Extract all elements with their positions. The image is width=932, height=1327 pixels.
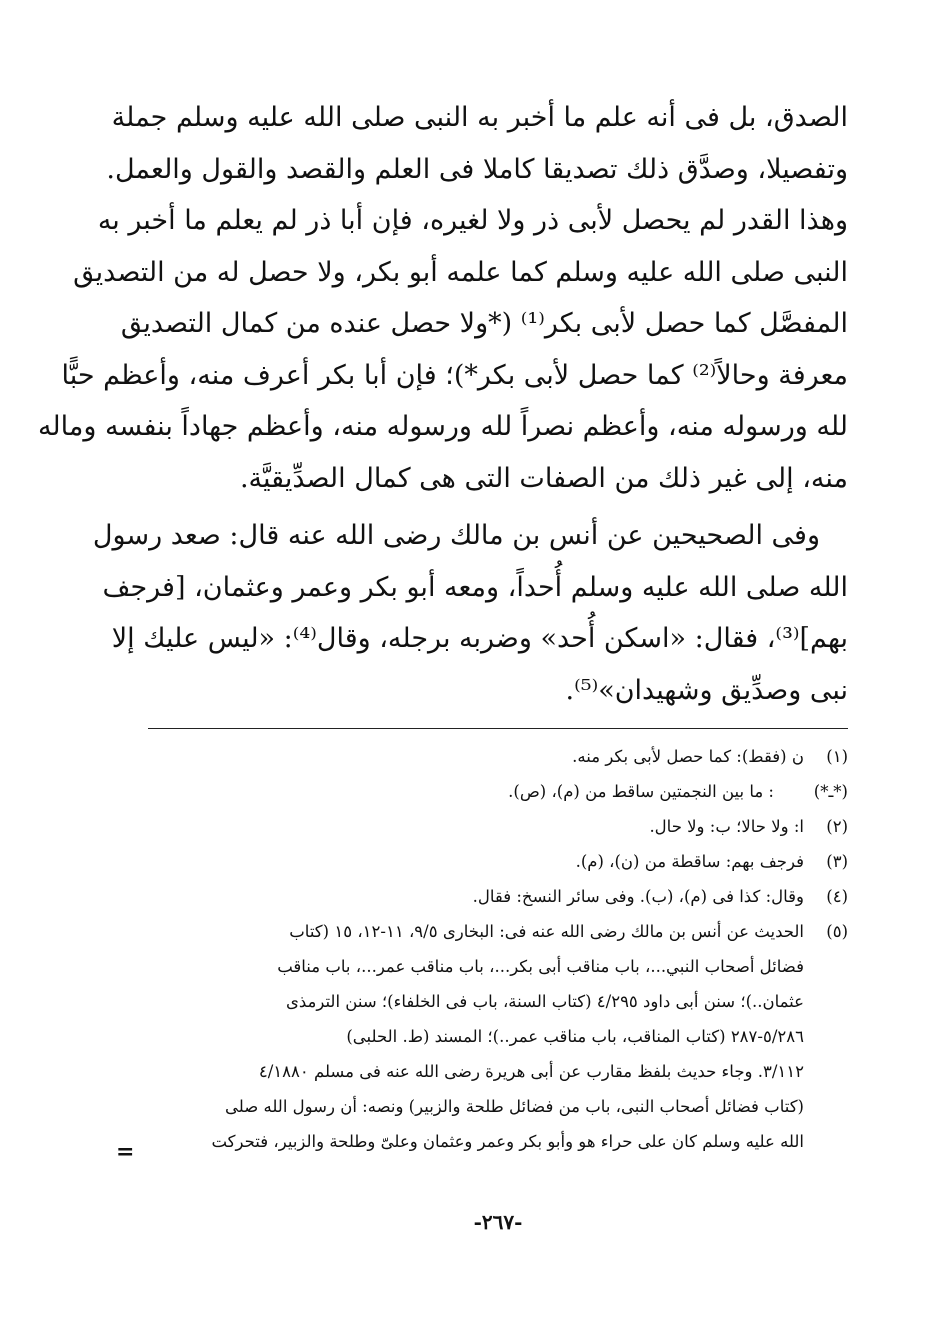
footnote-text <box>148 809 804 844</box>
footnote <box>148 739 848 774</box>
main-text <box>37 92 848 716</box>
footnote <box>148 809 848 844</box>
text-line: وتفصيلا، وصدَّق ذلك تصديقا كاملا فى العلم والقصد والقول والعمل. <box>106 153 848 185</box>
text-line: وهذا القدر لم يحصل لأبى ذر ولا لغيره، فإن أبا ذر لم يعلم ما أخبر به <box>97 205 848 236</box>
text-line: النبى صلى الله عليه وسلم كما علمه أبو بكر، ولا حصل له من التصديق <box>73 256 848 288</box>
text-line: الصدق، بل فى أنه علم ما أخبر به النبى صلى الله عليه وسلم جملة <box>111 102 848 133</box>
footnote-line: ن (فقط): كما حصل لأبى بكر منه. <box>572 747 804 766</box>
footnote <box>148 879 848 914</box>
footnote-line: وقال: كذا فى (م)، (ب). وفى سائر النسخ: فقال. <box>472 887 804 906</box>
text-line: لله ورسوله منه، وأعظم نصراً لله ورسوله منه، وأعظم جهاداً بنفسه وماله <box>37 411 848 442</box>
footnote-text <box>148 774 774 809</box>
book-page <box>37 92 848 1292</box>
text-line: معرفة وحالاً⁽²⁾ كما حصل لأبى بكر*)؛ فإن أبا بكر أعرف منه، وأعظم حبًّا <box>61 359 848 391</box>
footnote-line: فرجف بهم: ساقطة من (ن)، (م). <box>575 852 804 871</box>
footnote-text <box>148 914 804 1159</box>
footnote-number: (١) <box>826 747 848 766</box>
footnote-line: : ما بين النجمتين ساقط من (م)، (ص). <box>508 782 774 801</box>
text-line: الله صلى الله عليه وسلم أُحداً، ومعه أبو بكر وعمر وعثمان، [فرجف <box>102 571 848 603</box>
footnote-number: (٤) <box>826 887 848 906</box>
paragraph-2 <box>37 195 848 504</box>
footnote-line: فضائل أصحاب النبي...، باب مناقب أبى بكر...، باب مناقب عمر...، باب مناقب <box>277 957 804 976</box>
footnote-line: عثمان..)؛ سنن أبى داود ٤/٢٩٥ (كتاب السنة، باب فى الخلفاء)؛ سنن الترمذى <box>285 992 804 1011</box>
footnote-line-last <box>148 1124 804 1159</box>
text-line: بهم]⁽³⁾، فقال: «اسكن أُحد» وضربه برجله، وقال⁽⁴⁾: «ليس عليك إلا <box>111 623 848 654</box>
footnote-line: ٣/١١٢. وجاء حديث بلفظ مقارب عن أبى هريرة رضى الله عنه فى مسلم ٤/١٨٨٠ <box>258 1062 804 1081</box>
footnote-text <box>148 879 804 914</box>
footnotes <box>148 739 848 1159</box>
footnote-line-text: الله عليه وسلم كان على حراء هو وأبو بكر وعمر وعثمان وعلىّ وطلحة والزبير، فتحركت <box>211 1132 804 1151</box>
footnote-number: (٢) <box>826 817 848 836</box>
footnote <box>148 914 848 1159</box>
footnote-number: (*ـ*) <box>813 782 848 801</box>
footnote-line: (كتاب فضائل أصحاب النبى، باب من فضائل طلحة والزبير) ونصه: أن رسول الله صلى <box>225 1097 804 1116</box>
footnote-line: ا: ولا حالا؛ ب: ولا حال. <box>649 817 804 836</box>
text-line: وفى الصحيحين عن أنس بن مالك رضى الله عنه قال: صعد رسول <box>92 520 820 551</box>
page-number: -٢٦٧- <box>473 1210 523 1234</box>
footnote-number: (٣) <box>826 852 848 871</box>
footnote-text <box>148 844 804 879</box>
paragraph-3 <box>92 510 848 716</box>
footnote-line: ٥/٢٨٦-٢٨٧ (كتاب المناقب، باب مناقب عمر..)؛ المسند (ط. الحلبى) <box>346 1027 804 1046</box>
text-line: منه، إلى غير ذلك من الصفات التى هى كمال الصدِّيقيَّة. <box>239 462 848 494</box>
footnote <box>148 844 848 879</box>
continuation-mark: = <box>116 1139 133 1165</box>
footnote-separator <box>148 728 848 729</box>
paragraph-1 <box>106 92 848 195</box>
footnote-text <box>148 739 804 774</box>
text-line: المفصَّل كما حصل لأبى بكر⁽¹⁾ (*ولا حصل عنده من كمال التصديق <box>120 308 848 339</box>
footnote-number: (٥) <box>826 922 848 941</box>
text-line: نبى وصدِّيق وشهيدان»⁽⁵⁾. <box>565 674 848 706</box>
footnote-line: الحديث عن أنس بن مالك رضى الله عنه فى: البخارى ٩/٥، ١١-١٢، ١٥ (كتاب <box>289 922 804 941</box>
footnote <box>148 774 848 809</box>
